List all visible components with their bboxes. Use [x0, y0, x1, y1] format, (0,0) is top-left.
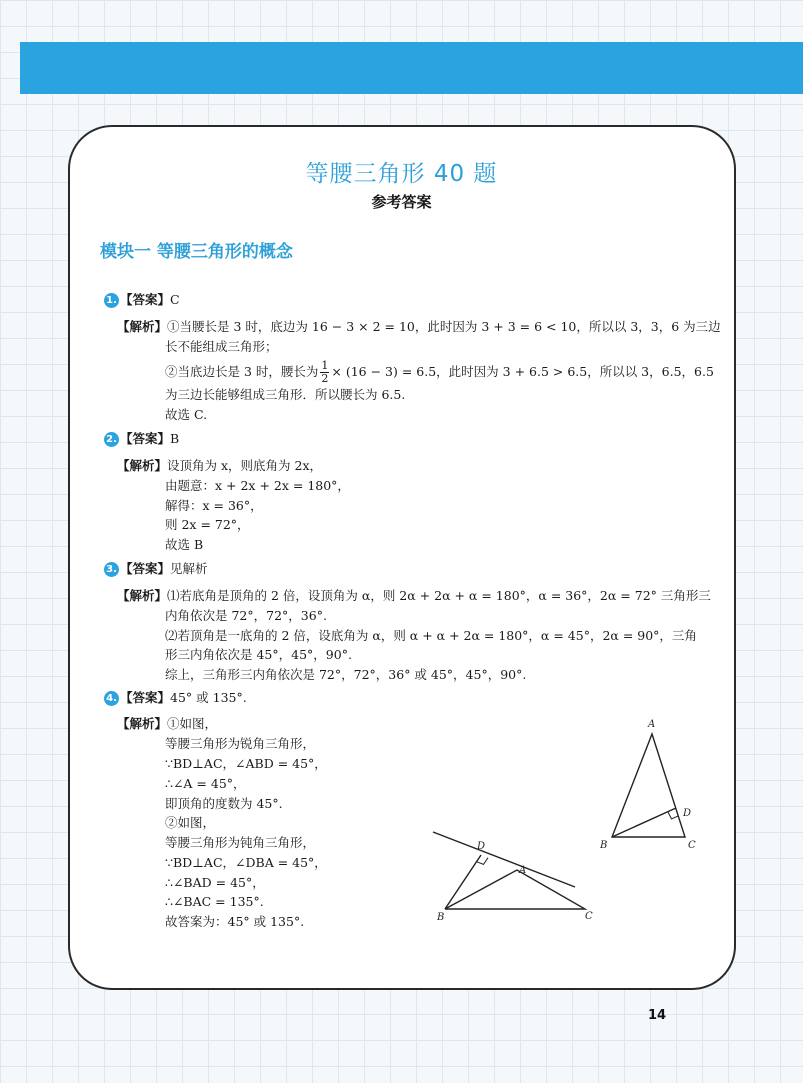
q4-analysis-line-1	[117, 715, 217, 733]
q4-text-10: ∴∠BAC = 135°.	[165, 894, 264, 909]
q1-text-2: 长不能组成三角形；	[165, 339, 278, 354]
triangle-abc	[445, 870, 585, 909]
altitude-bd	[445, 855, 481, 909]
q3-text-3: ⑵若顶角是一底角的 2 倍，设底角为 α，则 α + α + 2α = 180°，α = 45°，2α = 90°，三角	[165, 628, 697, 643]
q4-text-9: ∴∠BAD = 45°，	[165, 875, 265, 890]
q3-number-badge: 3.	[104, 562, 119, 577]
frac-numerator: 1	[321, 359, 329, 372]
figure-acute-triangle	[590, 712, 710, 857]
q2-number-badge: 2.	[104, 432, 119, 447]
q1-answer-line	[104, 291, 180, 309]
label-b: B	[437, 912, 445, 923]
label-a: A	[519, 865, 527, 876]
q4-number-badge: 4.	[104, 691, 119, 706]
answer-label: 【答案】	[120, 431, 171, 446]
label-d: D	[683, 808, 692, 819]
analysis-label: 【解析】	[117, 588, 168, 603]
analysis-label: 【解析】	[117, 716, 168, 731]
q4-text-5: 即顶角的度数为 45°.	[165, 796, 283, 811]
q1-text-3b: × (16 − 3) = 6.5，此时因为 3 + 6.5 > 6.5，所以以 3，6.5，6.5	[331, 364, 714, 379]
page-title: 等腰三角形 40 题	[305, 161, 498, 187]
q2-text-4: 则 2x = 72°，	[165, 517, 250, 532]
label-c: C	[688, 840, 696, 851]
q3-analysis-line-1	[117, 587, 711, 605]
q1-text-1: ①当腰长是 3 时，底边为 16 − 3 × 2 = 10，此时因为 3 + 3 = 6 < 10，所以以 3，3，6 为三边	[167, 319, 721, 334]
analysis-label: 【解析】	[117, 458, 168, 473]
q4-answer: 45° 或 135°.	[170, 690, 247, 705]
line-ca-extended	[433, 832, 575, 887]
frac-denominator: 2	[321, 372, 329, 385]
q2-answer-line	[104, 430, 179, 448]
analysis-label: 【解析】	[117, 319, 168, 334]
answer-label: 【答案】	[120, 292, 171, 307]
q3-answer: 见解析	[170, 561, 208, 576]
q2-answer: B	[170, 431, 180, 446]
q2-text-1: 设顶角为 x，则底角为 2x，	[167, 458, 323, 473]
q1-text-4: 为三边长能够组成三角形．所以腰长为 6.5.	[165, 387, 406, 402]
page-subtitle: 参考答案	[371, 193, 432, 211]
q4-text-3: ∵BD⊥AC，∠ABD = 45°，	[165, 756, 327, 771]
q2-analysis-line-1	[117, 457, 322, 475]
module-heading: 模块一 等腰三角形的概念	[100, 242, 293, 262]
q2-text-5: 故选 B	[165, 537, 204, 552]
q1-analysis-line-1	[117, 318, 721, 336]
q3-text-1: ⑴若底角是顶角的 2 倍，设顶角为 α，则 2α + 2α + α = 180°，α = 36°，2α = 72° 三角形三	[167, 588, 711, 603]
answer-label: 【答案】	[120, 690, 171, 705]
q4-text-8: ∵BD⊥AC，∠DBA = 45°，	[165, 855, 327, 870]
q4-text-7: 等腰三角形为钝角三角形，	[165, 835, 316, 850]
q2-text-3: 解得：x = 36°，	[165, 498, 263, 513]
q3-answer-line	[104, 560, 208, 578]
label-b: B	[600, 840, 608, 851]
q3-text-4: 形三内角依次是 45°，45°，90°.	[165, 647, 352, 662]
q1-text-5: 故选 C.	[165, 407, 208, 422]
answer-label: 【答案】	[120, 561, 171, 576]
label-c: C	[585, 911, 593, 922]
q4-text-1: ①如图，	[167, 716, 218, 731]
triangle-abc	[612, 734, 685, 837]
q3-text-5: 综上，三角形三内角依次是 72°，72°，36° 或 45°，45°，90°.	[165, 667, 527, 682]
q2-text-2: 由题意：x + 2x + 2x = 180°，	[165, 478, 350, 493]
figure-obtuse-triangle	[425, 825, 608, 925]
label-a: A	[648, 719, 656, 730]
q1-analysis-line-3	[165, 360, 714, 385]
top-banner	[20, 42, 803, 94]
q4-text-11: 故答案为：45° 或 135°.	[165, 914, 305, 929]
q4-answer-line	[104, 689, 247, 707]
fraction-half	[320, 360, 329, 385]
q3-text-2: 内角依次是 72°，72°，36°.	[165, 608, 327, 623]
q1-number-badge: 1.	[104, 293, 119, 308]
label-d: D	[477, 841, 486, 852]
page-number: 14	[648, 1008, 667, 1023]
q4-text-2: 等腰三角形为锐角三角形，	[165, 736, 316, 751]
q4-text-4: ∴∠A = 45°，	[165, 776, 246, 791]
q1-answer: C	[170, 292, 180, 307]
q4-text-6: ②如图，	[165, 815, 216, 830]
q1-text-3a: ②当底边长是 3 时，腰长为	[165, 364, 319, 379]
